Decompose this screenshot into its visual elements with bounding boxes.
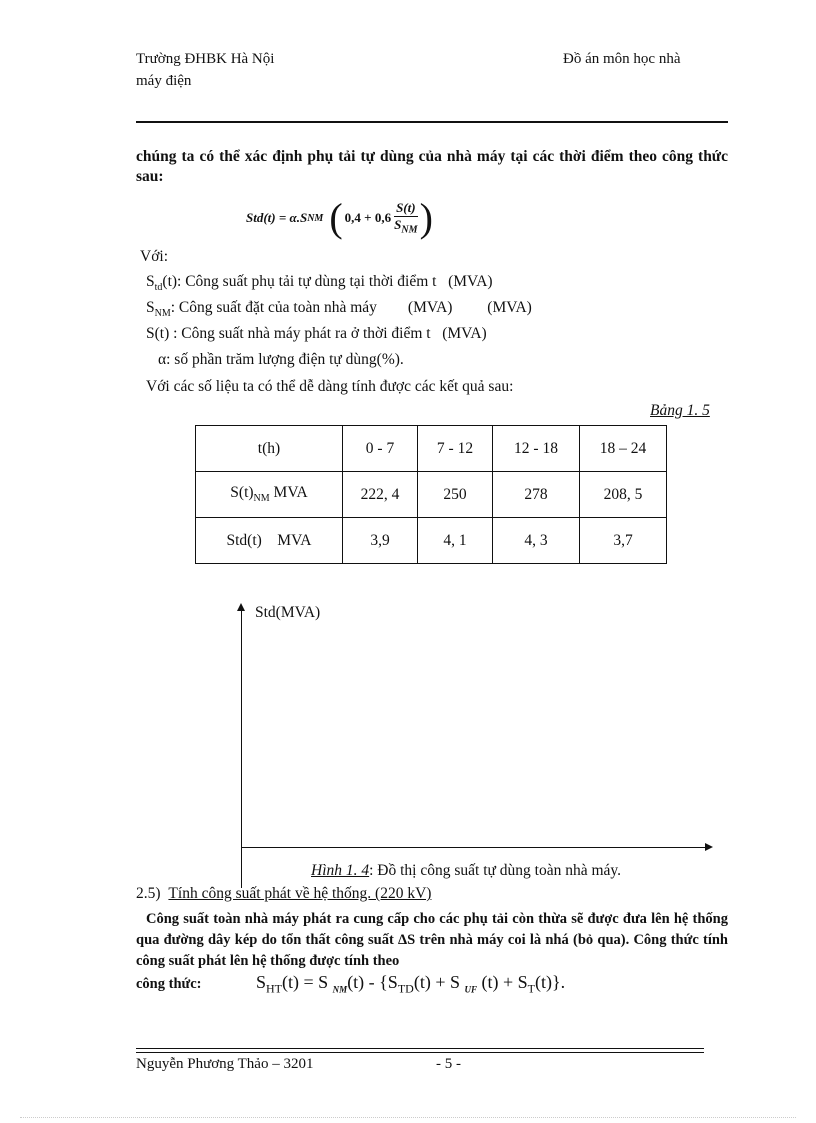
row-label-snm-sub: NM [253, 493, 270, 505]
formula-fraction [394, 200, 418, 236]
table-cell: 278 [493, 472, 580, 518]
footer-rule-top [136, 1048, 704, 1049]
section-heading [136, 885, 431, 903]
formula-denominator: S [394, 217, 402, 233]
def-std-symbol: S [146, 273, 155, 290]
formula-lhs-sub: NM [307, 212, 324, 224]
page-bottom-edge [20, 1117, 796, 1118]
sf-part5: (t) + S [477, 972, 528, 992]
def-alpha: α: số phần trăm lượng điện tự dùng(%). [158, 351, 404, 368]
table-cell: 3,7 [580, 518, 667, 564]
system-formula-line [136, 972, 565, 997]
def-snm-text: : Công suất đặt của toàn nhà máy (MVA) (MVA) [170, 299, 532, 316]
formula-paren-open: ( [329, 195, 343, 240]
table-col-header: 0 - 7 [343, 426, 418, 472]
sf-part3: (t) - {S [347, 972, 398, 992]
figure-caption-text: : Đồ thị công suất tự dùng toàn nhà máy. [369, 862, 622, 879]
table-col-header: 18 – 24 [580, 426, 667, 472]
table-cell: 222, 4 [343, 472, 418, 518]
def-snm [146, 299, 532, 319]
system-formula [256, 972, 565, 997]
table-cell: 4, 1 [418, 518, 493, 564]
load-table [195, 425, 667, 564]
table-row [196, 472, 667, 518]
def-std-text: (t): Công suất phụ tải tự dùng tại thời điểm t (MVA) [162, 273, 493, 290]
def-std [146, 273, 493, 293]
table-caption: Bảng 1. 5 [650, 402, 710, 419]
table-cell: 3,9 [343, 518, 418, 564]
footer-rule-bottom [136, 1052, 704, 1053]
table-header-row [196, 426, 667, 472]
table-cell: 4, 3 [493, 518, 580, 564]
footer-page-number: - 5 - [436, 1056, 461, 1072]
row-label-snm-unit: MVA [269, 484, 308, 502]
header-course-cont: máy điện [136, 73, 192, 89]
x-axis-arrow-icon [705, 843, 713, 851]
sf-s-ht: S [256, 972, 267, 992]
header-school: Trường ĐHBK Hà Nội [136, 51, 275, 67]
row-label-snm [196, 472, 343, 518]
def-std-sub: td [154, 282, 163, 294]
y-axis-label: Std(MVA) [255, 604, 321, 621]
figure-caption [311, 862, 621, 880]
formula-paren-close: ) [419, 195, 433, 240]
formula-numerator: S(t) [396, 200, 416, 216]
std-formula [246, 193, 433, 243]
def-snm-symbol: S [146, 299, 155, 316]
sf-sub-td: TD [397, 981, 414, 996]
y-axis [241, 608, 242, 888]
sf-sub-uf: UF [464, 984, 477, 995]
sf-part2: (t) = S [282, 972, 333, 992]
table-cell: 250 [418, 472, 493, 518]
row-label-snm-main: S(t) [230, 484, 254, 502]
figure-caption-number: Hình 1. 4 [311, 862, 370, 879]
sf-sub-t: T [527, 981, 535, 996]
table-cell: 208, 5 [580, 472, 667, 518]
section-body: Công suất toàn nhà máy phát ra cung cấp cho các phụ tải còn thừa sẽ được đưa lên hệ thống qua đường dây kép do tổn thất công suất ΔS trên nhà máy coi là nhá (bỏ qua). Công thức tính công suất phát lên hệ thống được tính theo [136, 911, 728, 969]
y-axis-arrow-icon [237, 603, 245, 611]
table-row [196, 518, 667, 564]
def-snm-sub: NM [154, 308, 171, 320]
formula-lhs: Std(t) = α.S [246, 210, 308, 225]
formula-label: công thức: [136, 976, 202, 992]
row-label-std: Std(t) MVA [196, 518, 343, 564]
table-col-header: 7 - 12 [418, 426, 493, 472]
formula-constants: 0,4 + 0,6 [344, 210, 392, 225]
section-title: Tính công suất phát về hệ thống. (220 kV) [168, 885, 432, 902]
formula-denominator-sub: NM [401, 224, 418, 236]
section-number: 2.5) [136, 885, 161, 902]
x-axis [241, 847, 707, 848]
sf-part4: (t) + S [413, 972, 465, 992]
sf-part6: (t)}. [535, 972, 566, 992]
def-st: S(t) : Công suất nhà máy phát ra ở thời điểm t (MVA) [146, 325, 487, 342]
header-rule [136, 121, 728, 123]
with-label: Với: [140, 248, 169, 265]
header-course: Đồ án môn học nhà [563, 51, 681, 67]
intro-paragraph: chúng ta có thể xác định phụ tải tự dùng của nhà máy tại các thời điểm theo công thức sau: [136, 148, 728, 185]
table-col-header: 12 - 18 [493, 426, 580, 472]
results-intro: Với các số liệu ta có thể dễ dàng tính được các kết quả sau: [146, 378, 514, 395]
table-header-label: t(h) [196, 426, 343, 472]
footer-author: Nguyễn Phương Thảo – 3201 [136, 1056, 314, 1072]
sf-sub-ht: HT [266, 981, 283, 996]
sf-sub-nm: NM [332, 984, 348, 995]
